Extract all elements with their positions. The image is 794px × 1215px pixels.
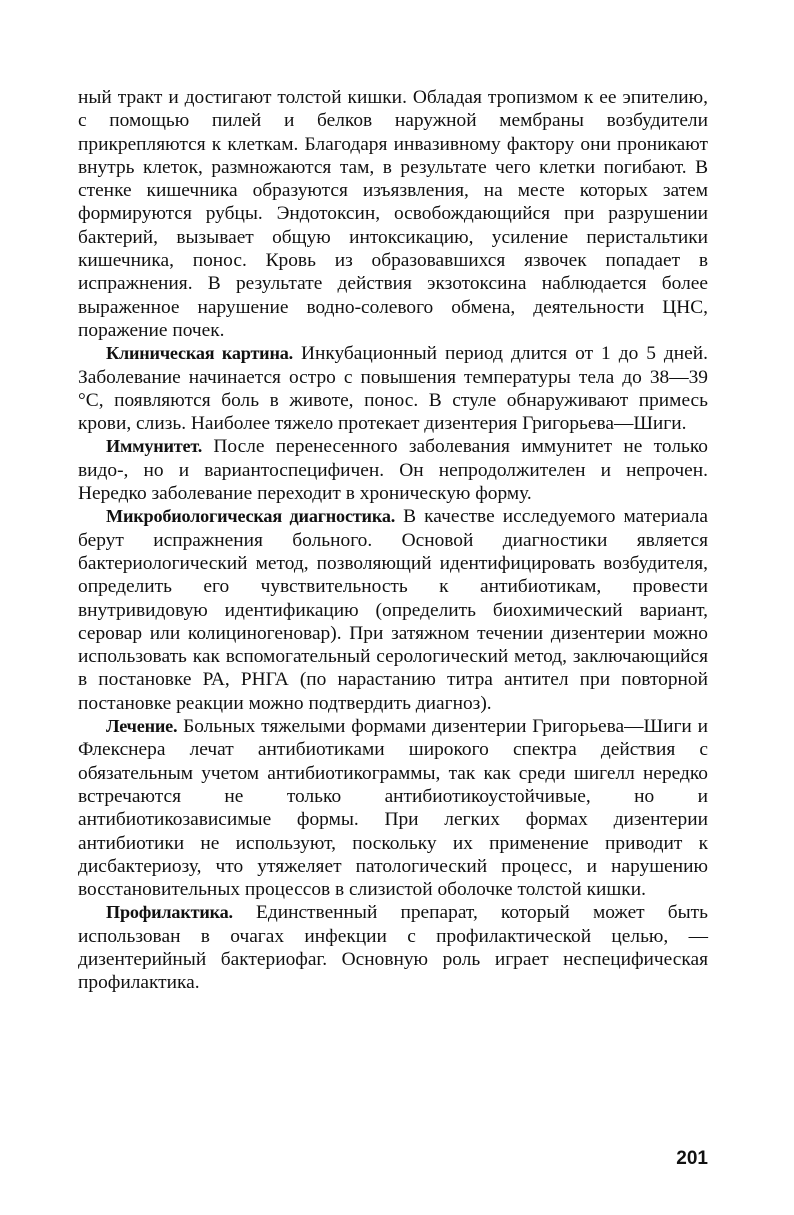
paragraph-immunity (78, 435, 708, 505)
section-heading-treatment: Лечение. (106, 716, 178, 737)
section-heading-diagnostics: Микробиологическая диагностика. (106, 506, 396, 527)
paragraph-treatment (78, 715, 708, 901)
page-body (78, 86, 708, 995)
paragraph-text: Инкубационный период длится от 1 до 5 дней. Заболевание начинается остро с повышения температуры тела до 38—39 °С, появляются боль в животе, понос. В стуле обнаруживают примесь крови, слизь. Наиболее тяжело протекает дизентерия Григорьева—Шиги. (78, 343, 709, 435)
paragraph-text: Больных тяжелыми формами дизентерии Григорьева—Шиги и Флекснера лечат антибиотиками широкого спектра действия с обязательным учетом антибиотикограммы, так как среди шигелл нередко встречаются не только антибиотикоустойчивые, но и антибиотикозависимые формы. При легких формах дизентерии антибиотики не используют, поскольку их применение приводит к дисбактериозу, что утяжеляет патологический процесс, и нарушению восстановительных процессов в слизистой оболочке толстой кишки. (78, 716, 708, 901)
section-heading-clinical-picture: Клиническая картина. (106, 343, 293, 364)
paragraph-prevention (78, 901, 708, 994)
section-heading-prevention: Профилактика. (106, 902, 233, 923)
paragraph-text: Единственный препарат, который может быть использован в очагах инфекции с профилактической целью, — дизентерийный бактериофаг. Основную роль играет неспецифическая профилактика. (78, 902, 708, 994)
section-heading-immunity: Иммунитет. (106, 436, 203, 457)
paragraph-diagnostics (78, 505, 708, 715)
page-number: 201 (676, 1148, 708, 1169)
paragraph-clinical-picture (78, 342, 708, 435)
paragraph-continuation (78, 86, 708, 342)
paragraph-text: ный тракт и достигают толстой кишки. Обладая тропизмом к ее эпителию, с помощью пилей и белков наружной мембраны возбудители прикрепляются к клеткам. Благодаря инвазивному фактору они проникают внутрь клеток, размножаются там, в результате чего клетки погибают. В стенке кишечника образуются изъязвления, на месте которых затем формируются рубцы. Эндотоксин, освобождающийся при разрушении бактерий, вызывает общую интоксикацию, усиление перистальтики кишечника, понос. Кровь из образовавшихся язвочек попадает в испражнения. В результате действия экзотоксина наблюдается более выраженное нарушение водно-солевого обмена, деятельности ЦНС, поражение почек. (78, 87, 708, 341)
paragraph-text: В качестве исследуемого материала берут испражнения больного. Основой диагностики является бактериологический метод, позволяющий идентифицировать возбудителя, определить его чувствительность к антибиотикам, провести внутривидовую идентификацию (определить биохимический вариант, серовар или колициногеновар). При затяжном течении дизентерии можно использовать как вспомогательный серологический метод, заключающийся в постановке РА, РНГА (по нарастанию титра антител при повторной постановке реакции можно подтвердить диагноз). (78, 506, 708, 714)
paragraph-text: После перенесенного заболевания иммунитет не только видо-, но и вариантоспецифичен. Он непродолжителен и непрочен. Нередко заболевание переходит в хроническую форму. (78, 436, 708, 505)
